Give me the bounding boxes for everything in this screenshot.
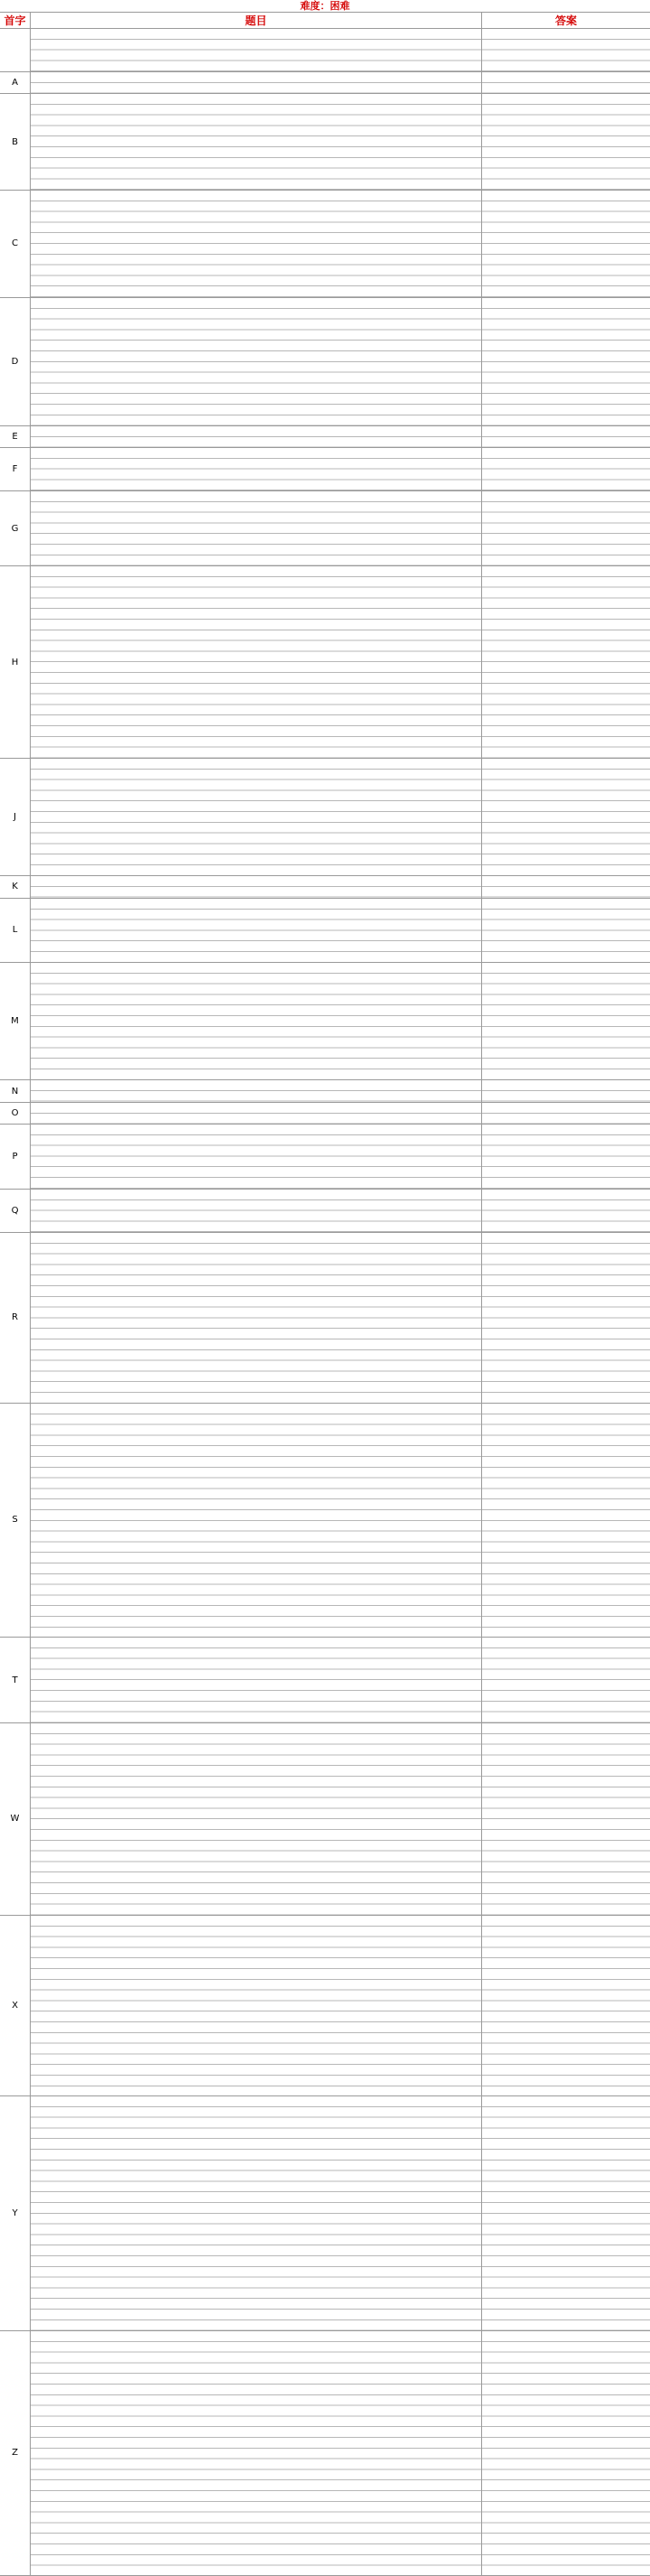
answer-column <box>482 29 650 71</box>
group-letter: M <box>0 963 31 1079</box>
group-letter: D <box>0 298 31 425</box>
group-letter: O <box>0 1103 31 1125</box>
group-letter: T <box>0 1638 31 1722</box>
group-rows <box>31 491 650 565</box>
answer-column <box>482 963 650 1079</box>
group-rows <box>31 2331 650 2575</box>
group-letter: X <box>0 1916 31 2096</box>
group-c <box>0 191 650 297</box>
group-rows <box>31 1233 650 1403</box>
answer-column <box>482 1404 650 1637</box>
question-column <box>31 899 482 962</box>
group-q <box>0 1190 650 1233</box>
question-column <box>31 1103 482 1125</box>
answer-column <box>482 426 650 448</box>
group-letter: H <box>0 566 31 757</box>
answer-column <box>482 2096 650 2329</box>
question-column <box>31 2096 482 2329</box>
answer-column <box>482 1233 650 1403</box>
group-rows <box>31 1916 650 2096</box>
group-rows <box>31 899 650 962</box>
group-e <box>0 426 650 449</box>
group-d <box>0 298 650 426</box>
group-rows <box>31 876 650 898</box>
group-x <box>0 1916 650 2097</box>
group-unlabeled <box>0 29 650 72</box>
group-rows <box>31 1190 650 1232</box>
question-column <box>31 963 482 1079</box>
group-rows <box>31 1080 650 1102</box>
group-s <box>0 1404 650 1638</box>
question-column <box>31 448 482 490</box>
answer-column <box>482 448 650 490</box>
question-column <box>31 1404 482 1637</box>
group-l <box>0 899 650 963</box>
question-column <box>31 491 482 565</box>
group-letter: Z <box>0 2331 31 2575</box>
question-column <box>31 876 482 898</box>
group-letter: Q <box>0 1190 31 1232</box>
group-g <box>0 491 650 566</box>
group-b <box>0 94 650 191</box>
difficulty-title: 难度：困难 <box>0 0 650 13</box>
answer-column <box>482 2331 650 2575</box>
group-w <box>0 1723 650 1915</box>
group-rows <box>31 566 650 757</box>
group-letter: C <box>0 191 31 296</box>
answer-column <box>482 491 650 565</box>
answer-column <box>482 876 650 898</box>
group-letter: N <box>0 1080 31 1102</box>
group-rows <box>31 1404 650 1637</box>
group-rows <box>31 72 650 94</box>
group-z <box>0 2331 650 2576</box>
group-rows <box>31 29 650 71</box>
question-column <box>31 72 482 94</box>
question-column <box>31 759 482 875</box>
group-letter: A <box>0 72 31 94</box>
group-rows <box>31 1125 650 1188</box>
group-h <box>0 566 650 758</box>
question-column <box>31 2331 482 2575</box>
answer-column <box>482 1916 650 2096</box>
group-rows <box>31 1638 650 1722</box>
group-m <box>0 963 650 1080</box>
group-rows <box>31 426 650 448</box>
group-rows <box>31 1103 650 1125</box>
answer-column <box>482 94 650 190</box>
question-column <box>31 426 482 448</box>
table-header <box>0 13 650 29</box>
group-r <box>0 1233 650 1404</box>
group-j <box>0 759 650 876</box>
header-answer: 答案 <box>554 14 577 27</box>
answer-column <box>482 72 650 94</box>
question-column <box>31 1916 482 2096</box>
group-a <box>0 72 650 95</box>
answer-column <box>482 899 650 962</box>
group-letter: R <box>0 1233 31 1403</box>
group-rows <box>31 759 650 875</box>
group-f <box>0 448 650 491</box>
group-rows <box>31 1723 650 1914</box>
group-k <box>0 876 650 899</box>
header-letter: 首字 <box>0 13 31 28</box>
header-question: 题目 <box>31 13 482 28</box>
question-column <box>31 1190 482 1232</box>
group-letter: J <box>0 759 31 875</box>
group-o <box>0 1103 650 1125</box>
group-letter: L <box>0 899 31 962</box>
question-column <box>31 1723 482 1914</box>
question-column <box>31 566 482 757</box>
group-y <box>0 2096 650 2330</box>
question-column <box>31 298 482 425</box>
group-letter: W <box>0 1723 31 1914</box>
group-rows <box>31 94 650 190</box>
question-column <box>31 191 482 296</box>
group-letter: G <box>0 491 31 565</box>
group-rows <box>31 191 650 296</box>
group-letter: P <box>0 1125 31 1188</box>
group-rows <box>31 2096 650 2329</box>
group-rows <box>31 298 650 425</box>
group-letter: F <box>0 448 31 490</box>
question-column <box>31 1125 482 1188</box>
answer-column <box>482 1103 650 1125</box>
question-column <box>31 1233 482 1403</box>
group-letter <box>0 29 31 71</box>
group-letter: S <box>0 1404 31 1637</box>
group-p <box>0 1125 650 1189</box>
answer-column <box>482 1190 650 1232</box>
question-column <box>31 94 482 190</box>
group-t <box>0 1638 650 1723</box>
answer-column <box>482 191 650 296</box>
question-column <box>31 1638 482 1722</box>
answer-column <box>482 1638 650 1722</box>
answer-column <box>482 1125 650 1188</box>
answer-column <box>482 566 650 757</box>
answer-column <box>482 1080 650 1102</box>
group-rows <box>31 963 650 1079</box>
group-letter: Y <box>0 2096 31 2329</box>
question-column <box>31 29 482 71</box>
question-column <box>31 1080 482 1102</box>
answer-column <box>482 298 650 425</box>
answer-column <box>482 759 650 875</box>
answer-column <box>482 1723 650 1914</box>
group-letter: B <box>0 94 31 190</box>
quiz-table-body <box>0 29 650 2576</box>
group-n <box>0 1080 650 1103</box>
group-rows <box>31 448 650 490</box>
group-letter: E <box>0 426 31 448</box>
group-letter: K <box>0 876 31 898</box>
